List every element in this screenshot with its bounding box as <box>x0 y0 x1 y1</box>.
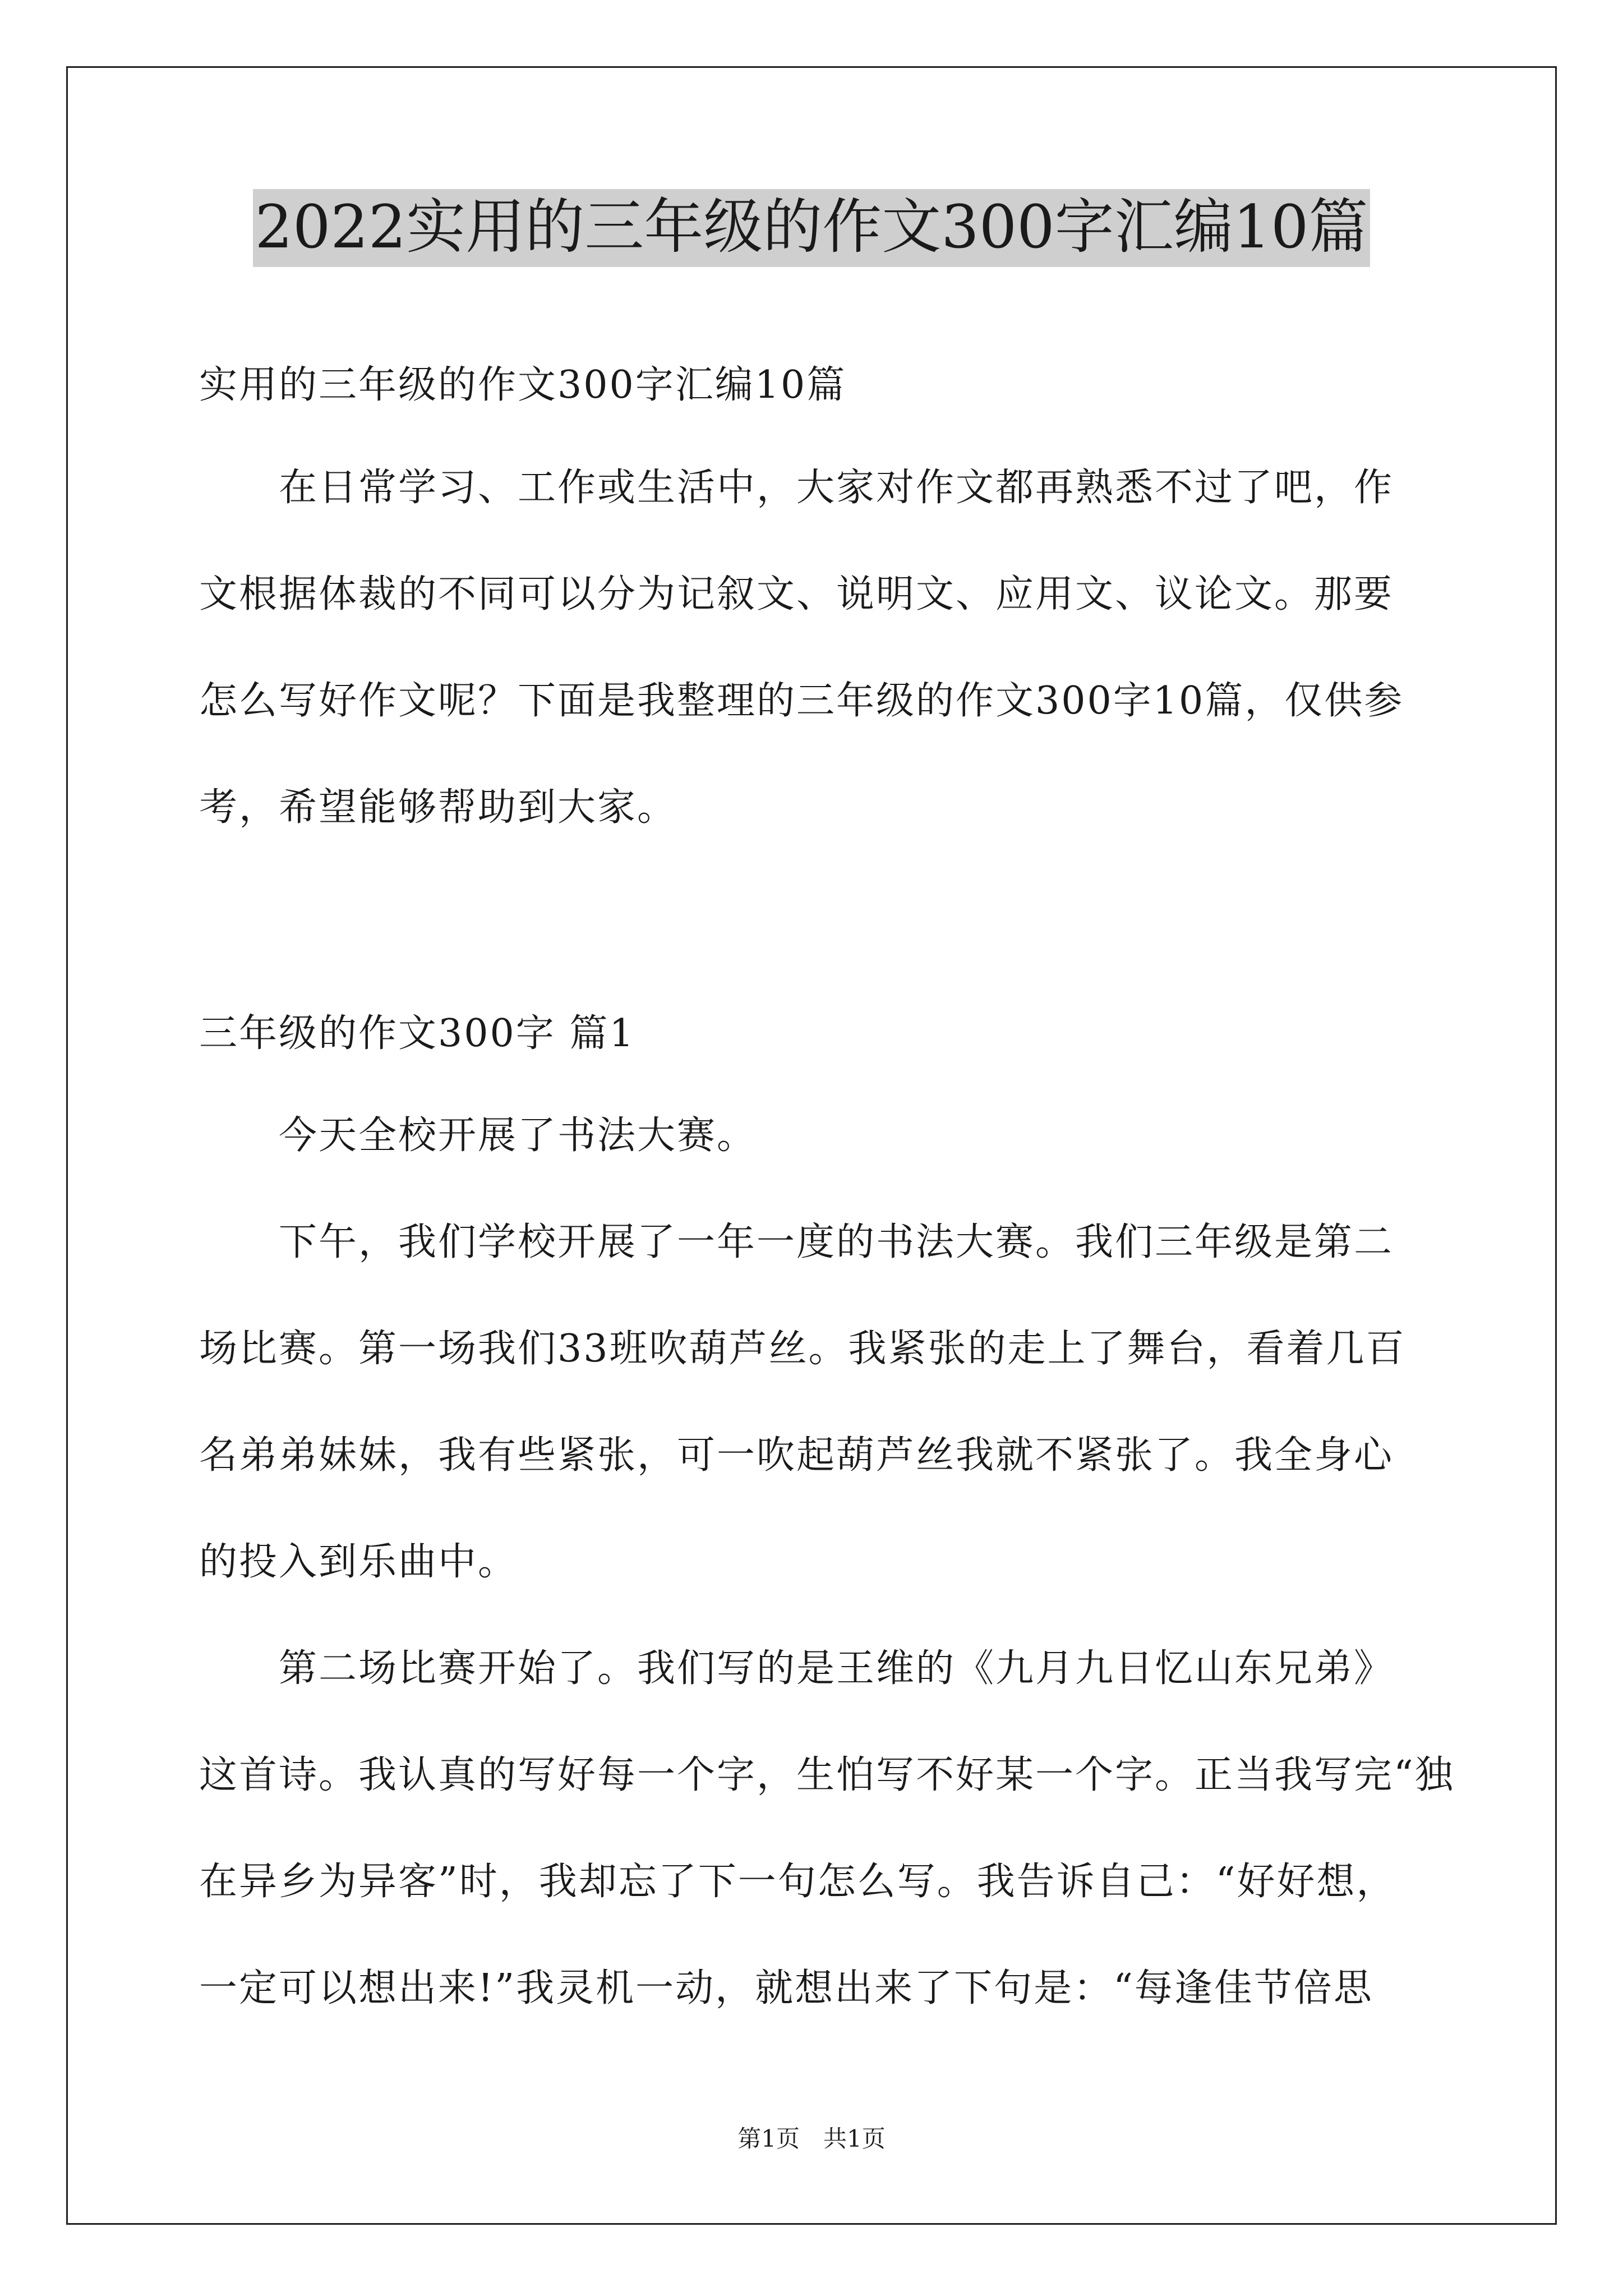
body-line: 这首诗。我认真的写好每一个字，生怕写不好某一个字。正当我写完“独 <box>199 1753 1455 1797</box>
body-line: 场比赛。第一场我们33班吹葫芦丝。我紧张的走上了舞台，看着几百 <box>199 1327 1406 1371</box>
intro-line: 怎么写好作文呢？下面是我整理的三年级的作文300字10篇，仅供参 <box>199 679 1404 723</box>
document-title: 2022实用的三年级的作文300字汇编10篇 <box>0 197 1623 257</box>
intro-line: 文根据体裁的不同可以分为记叙文、说明文、应用文、议论文。那要 <box>199 572 1394 616</box>
body-line: 今天全校开展了书法大赛。 <box>199 1114 757 1158</box>
intro-paragraph <box>199 435 1422 861</box>
body-line: 第二场比赛开始了。我们写的是王维的《九月九日忆山东兄弟》 <box>199 1646 1394 1691</box>
body-line: 在异乡为异客”时，我却忘了下一句怎么写。我告诉自己：“好好想， <box>199 1860 1396 1904</box>
body-line: 下午，我们学校开展了一年一度的书法大赛。我们三年级是第二 <box>199 1220 1394 1264</box>
intro-line: 考，希望能够帮助到大家。 <box>199 785 677 830</box>
section-body <box>199 1083 1455 2042</box>
body-line: 一定可以想出来!”我灵机一动，就想出来了下句是：“每逢佳节倍思 <box>199 1966 1373 2010</box>
body-line: 名弟弟妹妹，我有些紧张，可一吹起葫芦丝我就不紧张了。我全身心 <box>199 1433 1394 1478</box>
body-line: 的投入到乐曲中。 <box>199 1540 518 1584</box>
section-heading: 三年级的作文300字 篇1 <box>199 1011 635 1056</box>
page-footer: 第1页 共1页 <box>737 2125 886 2152</box>
intro-line: 在日常学习、工作或生活中，大家对作文都再熟悉不过了吧，作 <box>199 466 1394 510</box>
document-subtitle: 实用的三年级的作文300字汇编10篇 <box>199 363 847 407</box>
